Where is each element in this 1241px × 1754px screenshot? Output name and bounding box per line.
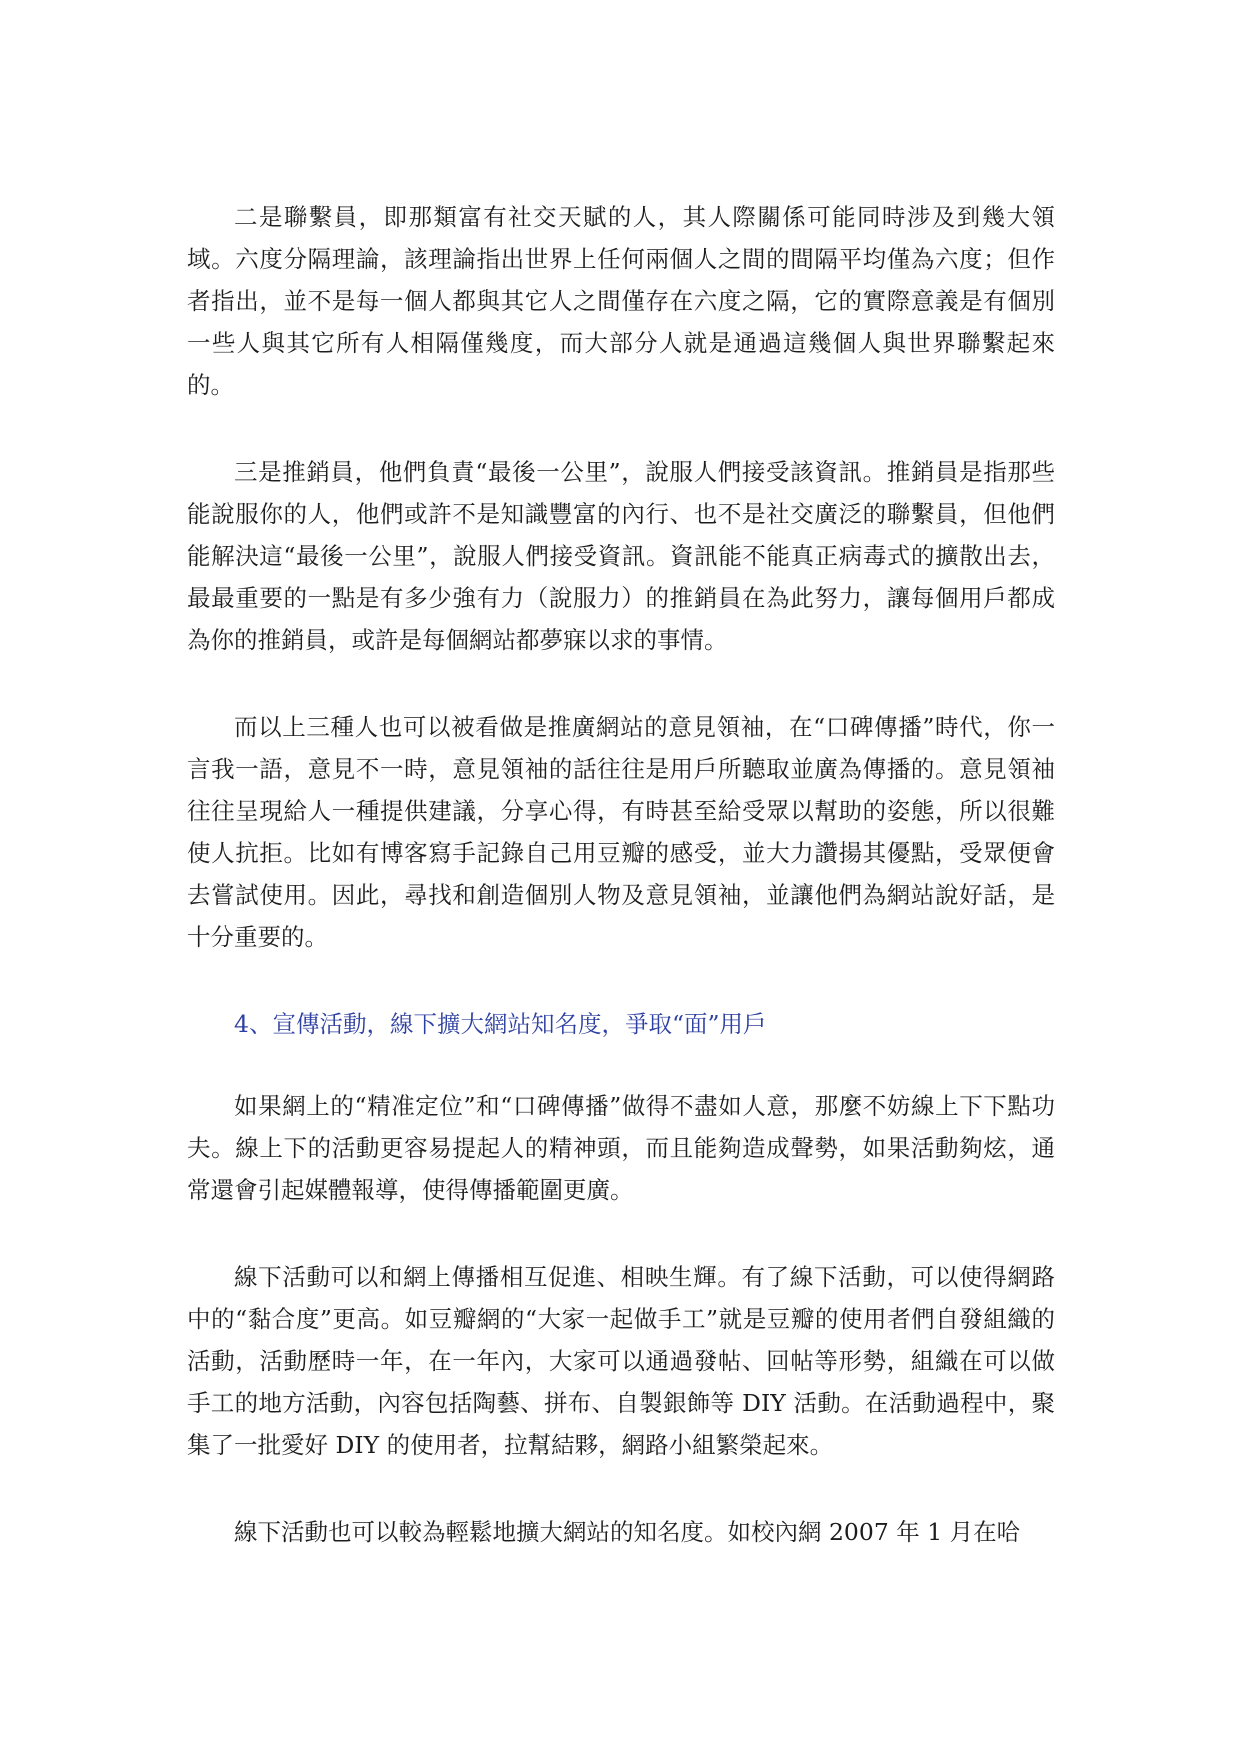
document-page [187, 196, 1055, 1598]
paragraph-offline-promotion: 線下活動可以和網上傳播相互促進、相映生輝。有了線下活動，可以使得網路中的“黏合度”更高。如豆瓣網的“大家一起做手工”就是豆瓣的使用者們自發組織的活動，活動歷時一年，在一年內，大家可以通過發帖、回帖等形勢，組織在可以做手工的地方活動，內容包括陶藝、拼布、自製銀飾等 DIY 活動。在活動過程中，聚集了一批愛好 DIY 的使用者，拉幫結夥，網路小組繁榮起來。 [187, 1263, 1055, 1459]
paragraph-offline-awareness: 線下活動也可以較為輕鬆地擴大網站的知名度。如校內網 2007 年 1 月在哈 [234, 1518, 1021, 1546]
paragraph-opinion-leaders: 而以上三種人也可以被看做是推廣網站的意見領袖，在“口碑傳播”時代，你一言我一語，意見不一時，意見領袖的話往往是用戶所聽取並廣為傳播的。意見領袖往往呈現給人一種提供建議，分享心得，有時甚至給受眾以幫助的姿態，所以很難使人抗拒。比如有博客寫手記錄自己用豆瓣的感受，並大力讚揚其優點，受眾便會去嘗試使用。因此，尋找和創造個別人物及意見領袖，並讓他們為網站說好話，是十分重要的。 [187, 713, 1055, 951]
paragraph-offline-intro: 如果網上的“精准定位”和“口碑傳播”做得不盡如人意，那麼不妨線上下下點功夫。線上下的活動更容易提起人的精神頭，而且能夠造成聲勢，如果活動夠炫，通常還會引起媒體報導，使得傳播範圍更廣。 [187, 1092, 1055, 1204]
section-heading: 4、宣傳活動，線下擴大網站知名度，爭取“面”用戶 [234, 1010, 767, 1038]
paragraph-connectors: 二是聯繫員，即那類富有社交天賦的人，其人際關係可能同時涉及到幾大領域。六度分隔理論，該理論指出世界上任何兩個人之間的間隔平均僅為六度；但作者指出，並不是每一個人都與其它人之間僅存在六度之隔，它的實際意義是有個別一些人與其它所有人相隔僅幾度，而大部分人就是通過這幾個人與世界聯繫起來的。 [187, 203, 1055, 399]
paragraph-salesmen: 三是推銷員，他們負責“最後一公里”，說服人們接受該資訊。推銷員是指那些能說服你的人，他們或許不是知識豐富的內行、也不是社交廣泛的聯繫員，但他們能解決這“最後一公里”，說服人們接受資訊。資訊能不能真正病毒式的擴散出去，最最重要的一點是有多少強有力（說服力）的推銷員在為此努力，讓每個用戶都成為你的推銷員，或許是每個網站都夢寐以求的事情。 [187, 458, 1055, 654]
